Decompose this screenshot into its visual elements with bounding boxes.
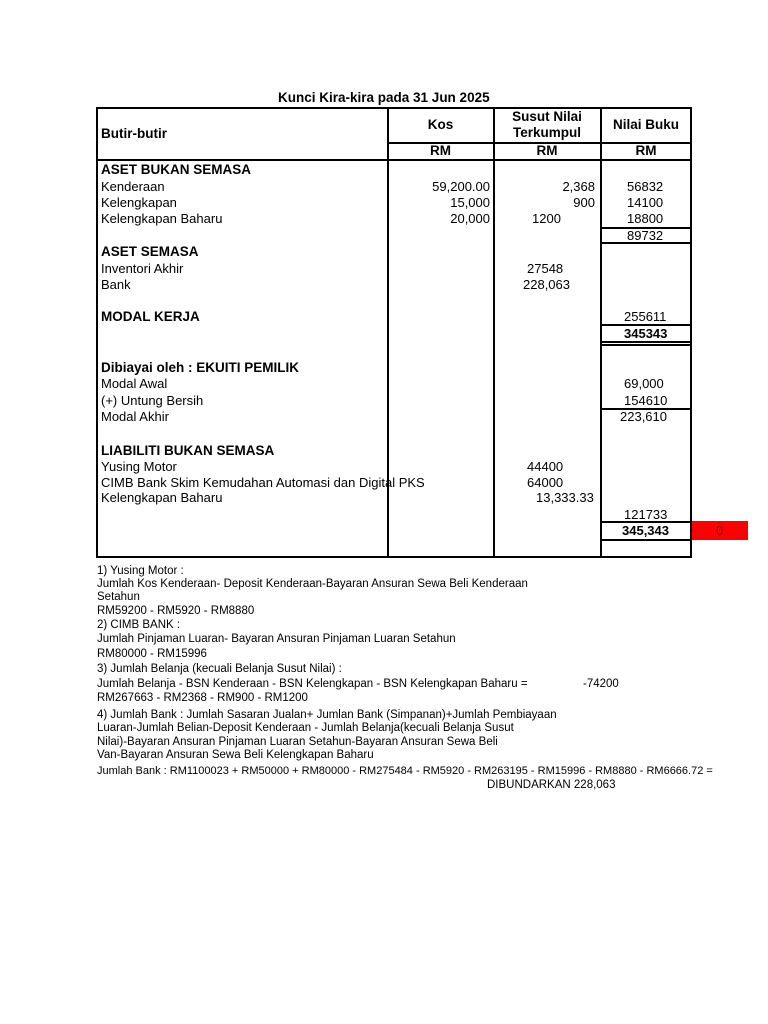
row-kenderaan-nilai: 56832: [627, 179, 664, 194]
section-aset-bukan-semasa: ASET BUKAN SEMASA: [101, 162, 252, 177]
note-1-title: 1) Yusing Motor :: [97, 565, 184, 577]
note-1-line-3: RM59200 - RM5920 - RM8880: [97, 605, 255, 617]
note-3-line-2: RM267663 - RM2368 - RM900 - RM1200: [97, 692, 308, 704]
subtotal-liabiliti-value: 121733: [624, 507, 668, 522]
row-inventori-label: Inventori Akhir: [101, 261, 184, 276]
section-aset-semasa: ASET SEMASA: [101, 244, 199, 259]
table-left-border: [96, 107, 98, 556]
row-modal-akhir-value: 223,610: [620, 409, 667, 424]
table-top-border: [96, 107, 692, 109]
row-kelengkapan-baharu-liab-value: 13,333.33: [536, 490, 594, 505]
row-kelengkapan-baharu-label: Kelengkapan Baharu: [101, 211, 223, 226]
row-modal-akhir-label: Modal Akhir: [101, 409, 169, 424]
total-liab-bottom-line: [600, 539, 692, 541]
row-bank-value: 228,063: [523, 277, 570, 292]
row-bank-label: Bank: [101, 277, 131, 292]
table-bottom-line: [96, 556, 692, 558]
row-kenderaan-kos: 59,200.00: [432, 179, 490, 194]
col-divider-nilai: [600, 107, 602, 556]
row-untung-bersih-value: 154610: [624, 393, 668, 408]
unit-susut: RM: [536, 143, 558, 158]
col-divider-susut: [493, 107, 495, 556]
section-liabiliti-bukan-semasa: LIABILITI BUKAN SEMASA: [101, 443, 275, 458]
note-2-line-1: Jumlah Pinjaman Luaran- Bayaran Ansuran Pinjaman Luaran Setahun: [97, 633, 456, 645]
note-1-line-1: Jumlah Kos Kenderaan- Deposit Kenderaan-Bayaran Ansuran Sewa Beli Kenderaan: [97, 578, 528, 590]
row-kelengkapan-baharu-nilai: 18800: [627, 211, 664, 226]
note-4-line-5: DIBUNDARKAN 228,063: [487, 779, 616, 791]
header-bottom-line: [96, 159, 692, 161]
equity-top-line: [600, 344, 692, 346]
header-susut-2: Terkumpul: [512, 125, 581, 140]
header-nilai: Nilai Buku: [612, 117, 679, 132]
row-kelengkapan-susut: 900: [573, 195, 595, 210]
row-kelengkapan-baharu-susut: 1200: [532, 211, 561, 226]
note-3-title: 3) Jumlah Belanja (kecuali Belanja Susut Nilai) :: [97, 663, 342, 675]
subtotal-aset-bukan-semasa: 89732: [627, 228, 664, 243]
note-3-line-1: Jumlah Belanja - BSN Kenderaan - BSN Kelengkapan - BSN Kelengkapan Baharu =: [97, 678, 528, 690]
row-kelengkapan-baharu-kos: 20,000: [450, 211, 490, 226]
note-4-title: 4) Jumlah Bank : Jumlah Sasaran Jualan+ Jumlan Bank (Simpanan)+Jumlah Pembiayaan: [97, 709, 557, 721]
row-kelengkapan-label: Kelengkapan: [101, 195, 177, 210]
header-kos: Kos: [427, 117, 454, 132]
section-modal-kerja: MODAL KERJA: [101, 309, 200, 324]
unit-nilai: RM: [635, 143, 657, 158]
balance-sheet-title: Kunci Kira-kira pada 31 Jun 2025: [278, 90, 490, 105]
row-kelengkapan-baharu-liab-label: Kelengkapan Baharu: [101, 490, 223, 505]
row-kelengkapan-nilai: 14100: [627, 195, 664, 210]
note-2-line-2: RM80000 - RM15996: [97, 648, 207, 660]
total-aset-bottom-line: [600, 341, 692, 343]
row-kenderaan-label: Kenderaan: [101, 179, 165, 194]
table-right-border: [690, 107, 692, 556]
row-yusing-label: Yusing Motor: [101, 459, 177, 474]
modal-kerja-value: 255611: [624, 309, 667, 324]
row-yusing-value: 44400: [527, 459, 564, 474]
note-4-line-3: Van-Bayaran Ansuran Sewa Beli Kelengkapan Baharu: [97, 749, 374, 761]
row-untung-bersih-label: (+) Untung Bersih: [101, 393, 204, 408]
unit-kos: RM: [430, 143, 451, 158]
row-cimb-label: CIMB Bank Skim Kemudahan Automasi dan Digital PKS: [101, 475, 425, 490]
note-4-line-2: Nilai)-Bayaran Ansuran Pinjaman Luaran Setahun-Bayaran Ansuran Sewa Beli: [97, 736, 498, 748]
total-aset-value: 345343: [624, 326, 668, 341]
row-modal-awal-value: 69,000: [624, 376, 664, 391]
note-4-line-4: Jumlah Bank : RM1100023 + RM50000 + RM80000 - RM275484 - RM5920 - RM263195 - RM15996 - RM8880 - RM6666.72 =: [97, 765, 713, 777]
note-4-line-1: Luaran-Jumlah Belian-Deposit Kenderaan - Jumlah Belanja(kecuali Belanja Susut: [97, 722, 514, 734]
row-inventori-value: 27548: [527, 261, 564, 276]
header-butir: Butir-butir: [101, 126, 167, 141]
note-2-title: 2) CIMB BANK :: [97, 619, 181, 631]
row-modal-awal-label: Modal Awal: [101, 376, 168, 391]
header-susut-1: Susut Nilai: [512, 109, 582, 124]
note-1-line-2: Setahun: [97, 591, 140, 603]
row-cimb-value: 64000: [527, 475, 564, 490]
total-equity-liab-value: 345,343: [622, 523, 669, 538]
note-3-value: -74200: [583, 678, 619, 690]
row-kenderaan-susut: 2,368: [562, 179, 595, 194]
section-dibiayai-oleh: Dibiayai oleh : EKUITI PEMILIK: [101, 360, 300, 375]
difference-value: 0: [716, 523, 724, 538]
row-kelengkapan-kos: 15,000: [450, 195, 490, 210]
